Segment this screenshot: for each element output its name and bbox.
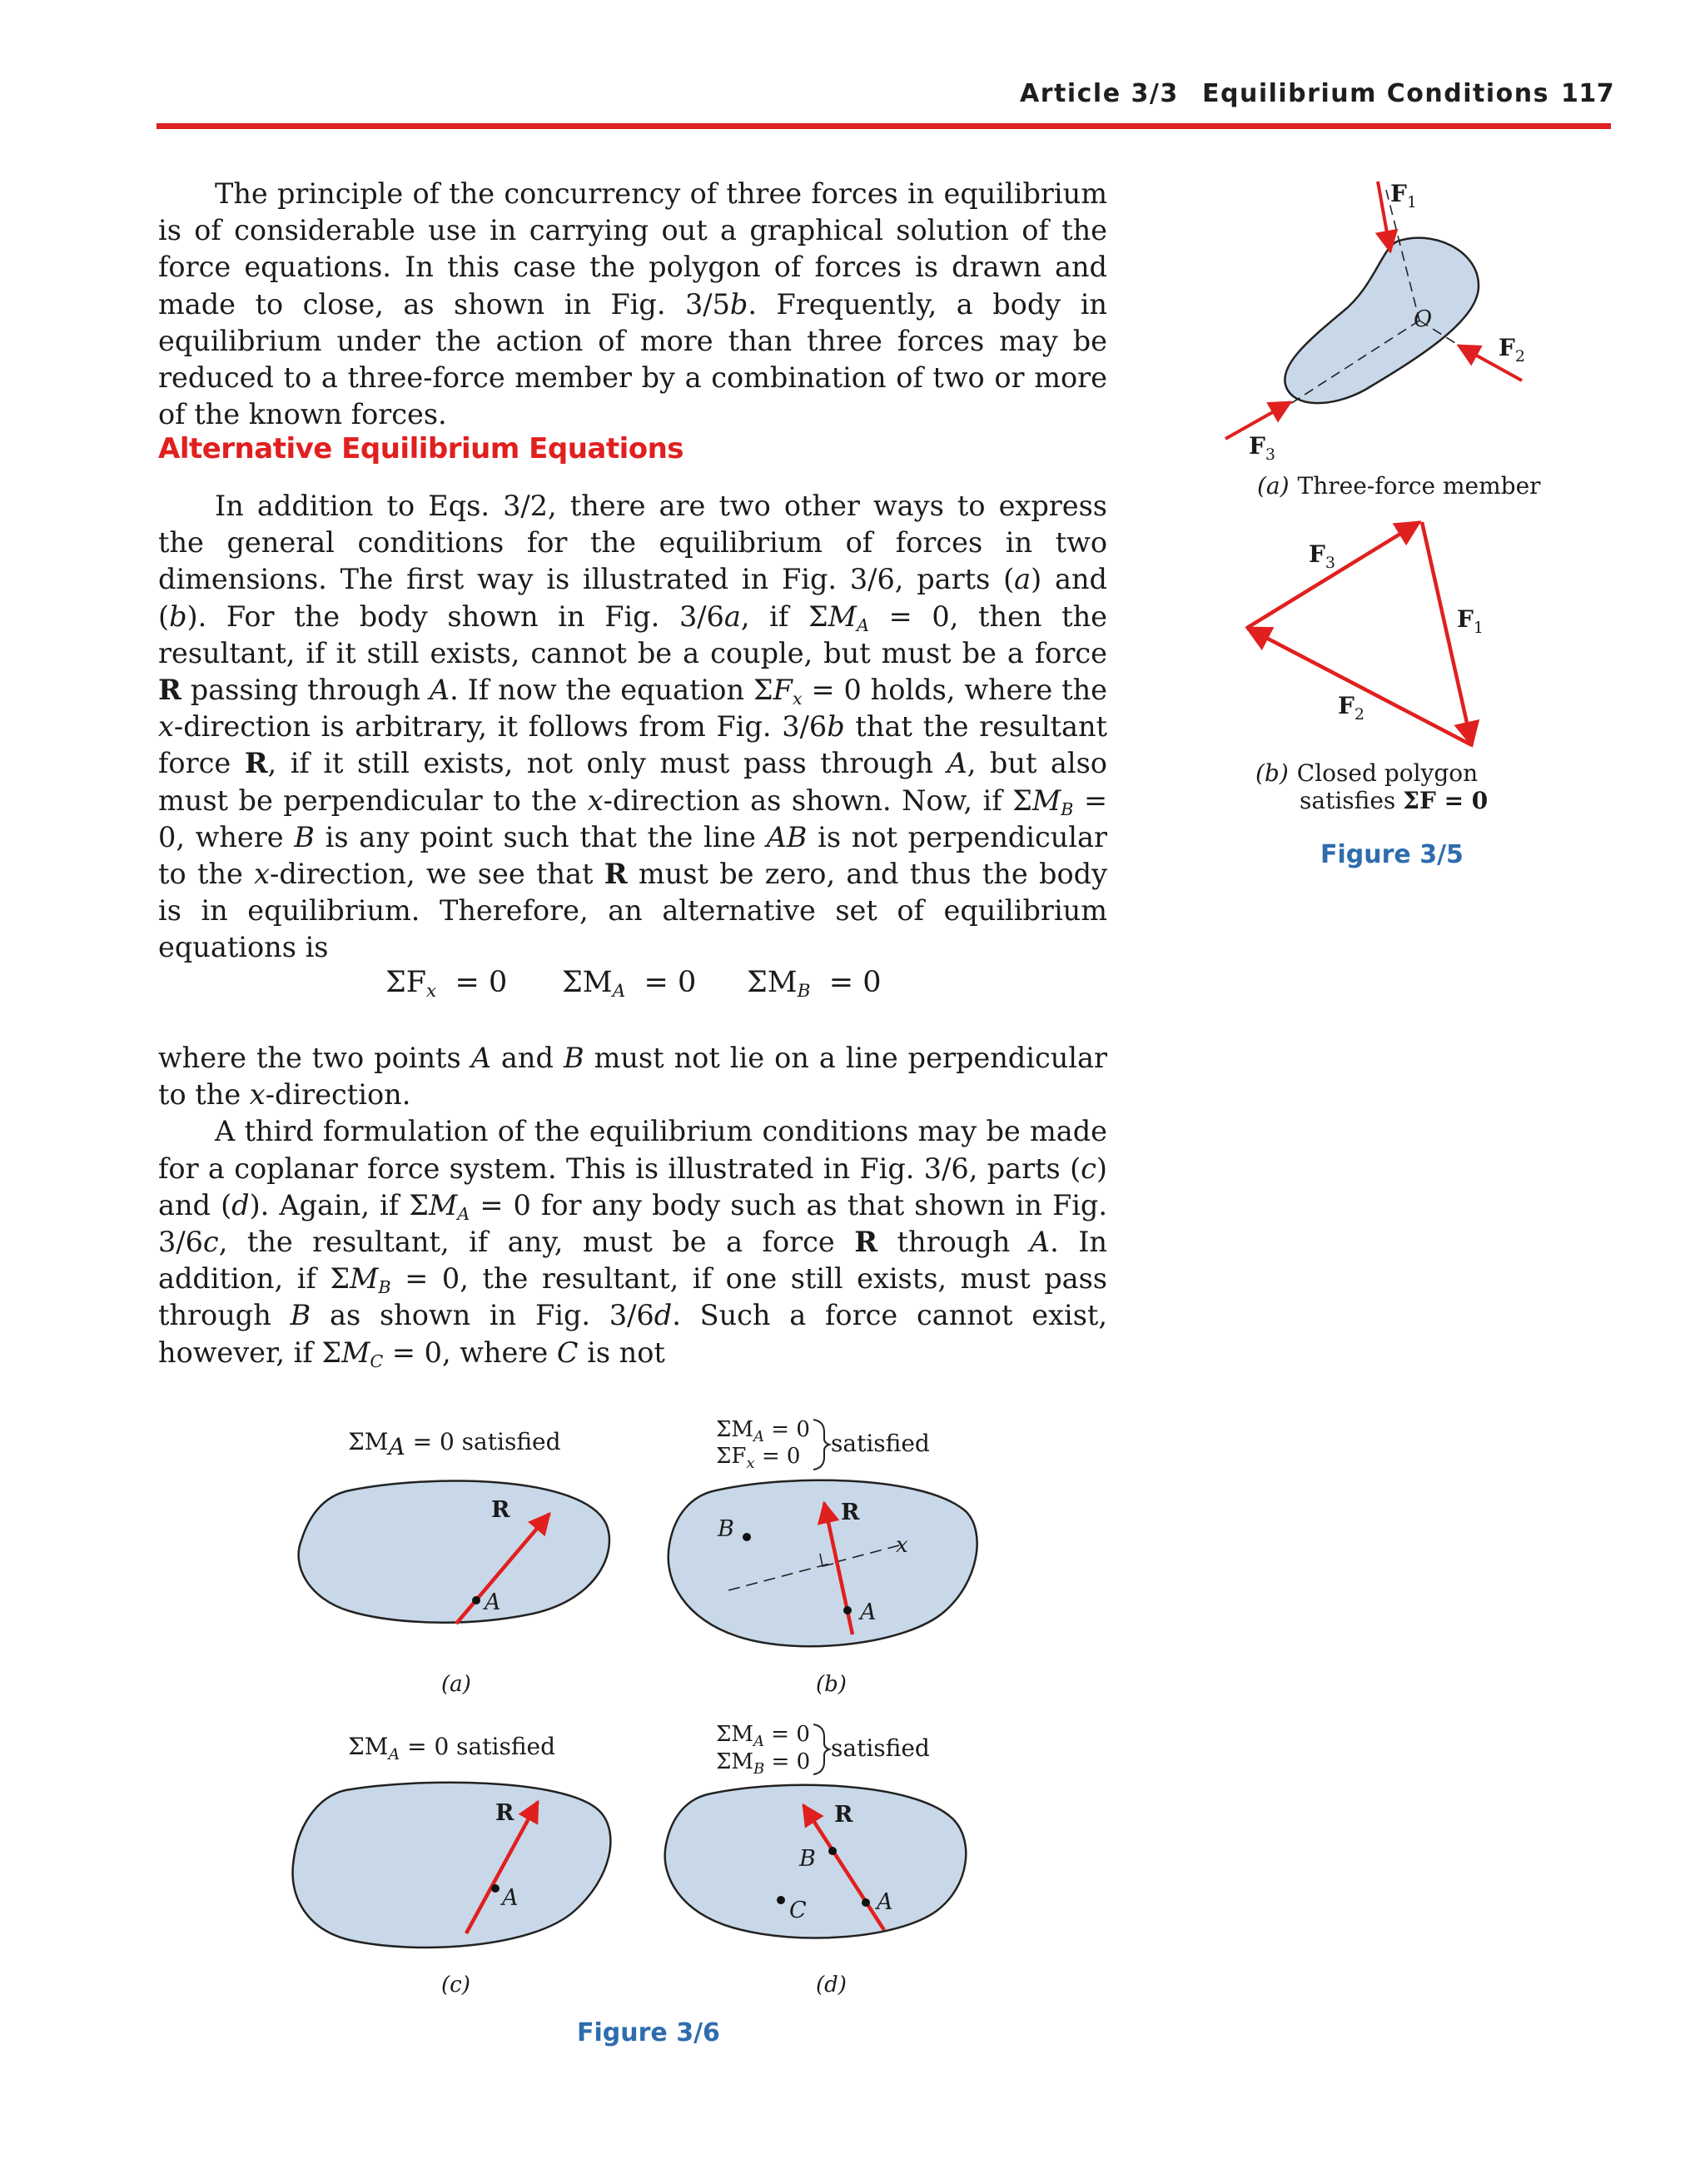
- polygon-label-f1: $F_1$: [1457, 605, 1484, 637]
- svg-text:ΣMA = 0: $\Sigma M_A = 0$: [716, 1722, 810, 1750]
- svg-text:C: C: [789, 1898, 807, 1923]
- article-number: Article 3/3: [1020, 79, 1179, 108]
- svg-text:(c): (c): [441, 1973, 470, 1997]
- svg-text:ΣMA = 0 satisfied: ΣMA = 0 satisfied: [348, 1428, 561, 1460]
- svg-text:x: x: [896, 1533, 908, 1558]
- body-b: [669, 1480, 977, 1646]
- figure-3-6-d: [665, 1722, 967, 1997]
- polygon-label-f3: $F_3$: [1309, 540, 1335, 572]
- svg-text:A: A: [485, 1589, 501, 1615]
- svg-text:ΣFx = 0: $\Sigma F_x = 0$: [716, 1444, 801, 1472]
- caption-b-line2: satisfies ΣF = 0: [1300, 787, 1489, 814]
- body-c: [293, 1783, 611, 1948]
- equation-sum-mb: $\Sigma M_B = 0$: [747, 966, 882, 1002]
- paragraph-alternative: In addition to Eqs. 3/2, there are two other ways to express the general conditions for the equilibrium of forces in two dimensions. The first way is illustrated in Fig. 3/6, parts (a) and (b). For the body shown in Fig. 3/6a, if $\Sigma M_A = 0$, then the resultant, if it still exists, cannot be a couple, but must be a force R passing through A. If now the equation $\Sigma F_x = 0$ holds, where the x-direction is arbitrary, it follows from Fig. 3/6b that the resultant force R, if it still exists, not only must pass through A, but also must be perpendicular to the x-direction as shown. Now, if $\Sigma M_B = 0$, where B is any point such that the line AB is not perpendicular to the x-direction, we see that R must be zero, and thus the body is in equilibrium. Therefore, an alternative set of equilibrium equations is: [158, 490, 1108, 964]
- polygon-f2-arrow: [1247, 628, 1472, 745]
- svg-text:ΣMB = 0: $\Sigma M_B = 0$: [716, 1749, 811, 1778]
- svg-text:(d): (d): [816, 1973, 847, 1997]
- page-header: [0, 79, 1615, 121]
- label-o: O: [1414, 306, 1433, 332]
- svg-text:R: R: [841, 1500, 860, 1525]
- svg-text:R: R: [834, 1802, 853, 1828]
- label-f2: $F_2$: [1499, 334, 1525, 366]
- figure-3-5: [1199, 167, 1548, 883]
- svg-text:(b): (b): [816, 1672, 847, 1697]
- figure-3-6-c: [293, 1733, 611, 1997]
- svg-text:satisfied: satisfied: [831, 1430, 930, 1457]
- svg-text:ΣMA = 0 satisfied: $\Sigma M_A = 0$ satisfied: [348, 1733, 555, 1764]
- svg-text:ΣMA = 0: $\Sigma M_A = 0$: [716, 1417, 810, 1445]
- figure-3-6-b: [669, 1417, 977, 1697]
- body-a: [299, 1481, 609, 1623]
- figure-3-6: [275, 1399, 991, 1998]
- polygon-label-f2: $F_2$: [1338, 692, 1364, 724]
- label-f1: $F_1$: [1390, 180, 1417, 211]
- page-number: 117: [1561, 79, 1615, 108]
- three-force-body: [1285, 238, 1479, 404]
- paragraph-third-formulation: where the two points A and B must not lie on a line perpendicular to the x-direction. A third formulation of the equilibrium conditions may be made for a coplanar force system. This is illustrated in Fig. 3/6, parts (c) and (d). Again, if $\Sigma M_A = 0$ for any body such as that shown in Fig. 3/6c, the resultant, if any, must be a force R through A. In addition, if $\Sigma M_B = 0$, the resultant, if one still exists, must pass through B as shown in Fig. 3/6d. Such a force cannot exist, however, if $\Sigma M_C = 0$, where C is not: [158, 1042, 1108, 1371]
- figure-3-6-a: [299, 1428, 609, 1697]
- polygon-f3-arrow: [1247, 522, 1419, 628]
- svg-text:satisfied: satisfied: [831, 1734, 930, 1762]
- paragraph-concurrency: The principle of the concurrency of three forces in equilibrium is of considerable use in carrying out a graphical solution of the force equations. In this case the polygon of forces is drawn and made to close, as shown in Fig. 3/5b. Frequently, a body in equilibrium under the action of more than three forces may be reduced to a three-force member by a combination of two or more of the known forces.: [158, 177, 1107, 431]
- caption-b-line1: (b) Closed polygon: [1255, 759, 1479, 787]
- svg-text:(a): (a): [441, 1672, 471, 1697]
- polygon-f1-arrow: [1422, 522, 1472, 745]
- caption-a: (a) Three-force member: [1257, 472, 1541, 500]
- svg-text:A: A: [502, 1885, 519, 1911]
- section-heading: Alternative Equilibrium Equations: [158, 432, 684, 465]
- svg-text:B: B: [799, 1846, 816, 1872]
- svg-text:A: A: [877, 1889, 893, 1915]
- equation-sum-fx: $\Sigma F_x = 0$: [385, 966, 508, 1002]
- svg-text:R: R: [491, 1497, 510, 1523]
- header-rule: [157, 123, 1611, 129]
- label-f3: $F_3$: [1249, 432, 1275, 464]
- svg-text:A: A: [860, 1599, 877, 1625]
- running-title: Equilibrium Conditions: [1202, 79, 1549, 108]
- figure-3-5-caption: Figure 3/5: [1320, 840, 1464, 869]
- force-f1-arrow: [1378, 182, 1390, 251]
- svg-text:B: B: [718, 1516, 734, 1542]
- svg-text:R: R: [495, 1800, 514, 1826]
- equation-sum-ma: $\Sigma M_A = 0$: [562, 966, 697, 1002]
- figure-3-6-caption: Figure 3/6: [577, 2018, 720, 2047]
